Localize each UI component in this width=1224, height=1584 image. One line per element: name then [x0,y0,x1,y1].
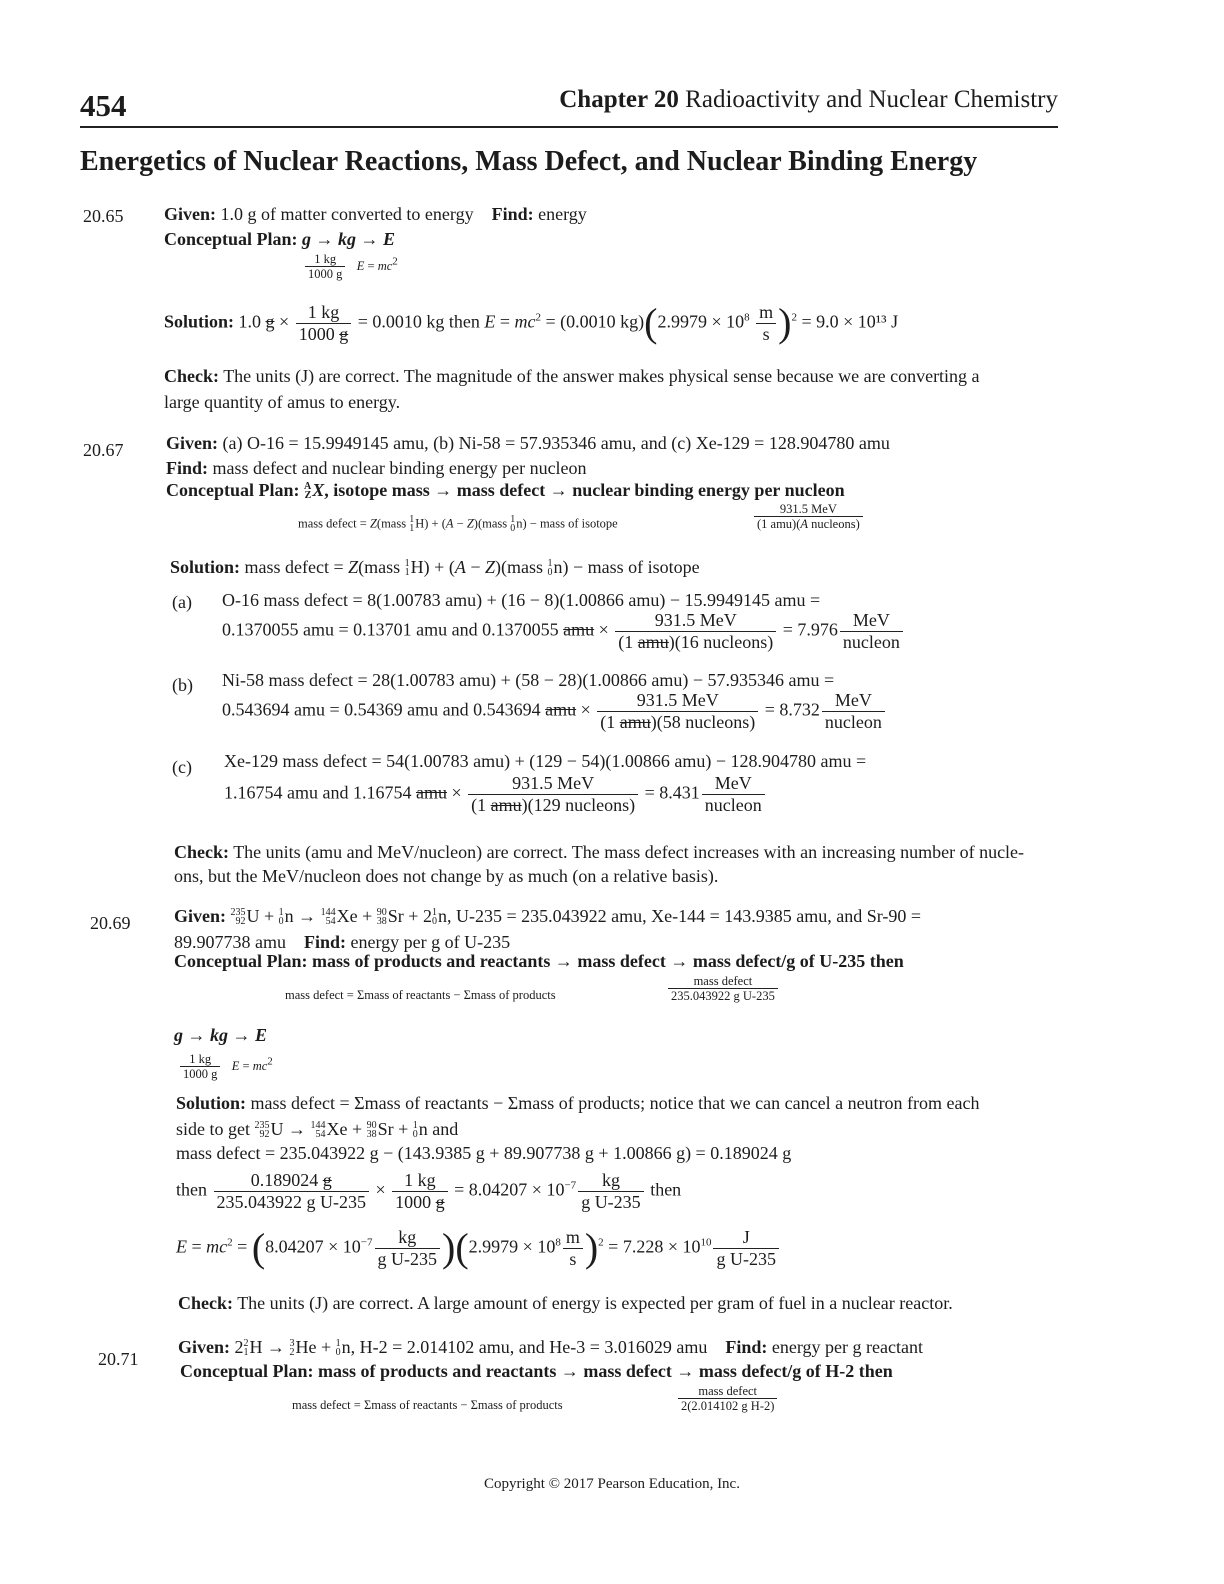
binding-energy-line: 1.16754 amu and 1.16754 amu × $\frac{\text{931.5 MeV}}{\text{(1 amu)(129 nucleons)}}$ = 8.431 $\frac{\text{MeV}}{\text{nucleon}}$ [224,773,767,815]
solution-line: Solution: mass defect = Z(mass 1 1 H) + (A − Z)(mass 1 0 n) − mass of isotope [170,557,700,578]
energy-line: $E = mc^2 = (8.04207 \times 10^{-7}$ $\frac{kg}{\text{g U-235}}$ )($2.9979 \times 10^8$ $\frac{m}{s}$ )$^2 = 7.228 \times 10^{10}$ $\frac{J}{\text{g U-235}}$ [176,1227,781,1269]
part-label: (a) [172,592,192,612]
binding-energy-line: 0.1370055 amu = 0.13701 amu and 0.1370055 amu × $\frac{\text{931.5 MeV}}{\text{(1 amu)(16 nucleons)}}$ = 7.976 $\frac{\text{MeV}}{\text{nucleon}}$ [222,610,905,652]
chapter-label: Chapter 20 [559,86,679,113]
running-header [559,86,1058,114]
solution-line: Solution: mass defect = Σmass of reactants − Σmass of products; notice that we can cancel a neutron from each [176,1093,980,1113]
plan-conversion: $\frac{1 kg}{1000 g}$ $E = mc^2$ [303,252,398,282]
copyright-footer: Copyright © 2017 Pearson Education, Inc. [484,1476,740,1492]
binding-energy-line: 0.543694 amu = 0.54369 amu and 0.543694 amu × $\frac{\text{931.5 MeV}}{\text{(1 amu)(58 nucleons)}}$ = 8.732 $\frac{\text{MeV}}{\text{nucleon}}$ [222,690,887,732]
plan-mass-defect: mass defect = Σmass of reactants − Σmass of products [285,988,556,1002]
part-label: (c) [172,757,192,777]
mass-defect-line: Xe-129 mass defect = 54(1.00783 amu) + (129 − 54)(1.00866 amu) − 128.904780 amu = [224,751,867,771]
conceptual-plan: Conceptual Plan: A Z X, isotope mass → mass defect → nuclear binding energy per nucleon [166,480,845,501]
conceptual-plan-2: g → kg → E [174,1025,268,1045]
problem-number: 20.69 [90,913,131,933]
check-line: Check: The units (J) are correct. A large amount of energy is expected per gram of fuel in a nuclear reactor. [178,1293,953,1313]
solution-line: Solution: 1.0 g × $\frac{1 kg}{1000 g}$ = 0.0010 kg then $E = mc^2 = (0.0010$ $kg)(2.9979 \times 10^8$ $\frac{m}{s}$ )$^2$ = 9.0 × 10¹³ J [164,300,899,346]
mass-defect-line: Ni-58 mass defect = 28(1.00783 amu) + (58 − 28)(1.00866 amu) − 57.935346 amu = [222,670,835,690]
solution-line-2: side to get 235 92 U → 144 54 Xe + 90 38 Sr + 1 0 n and [176,1119,459,1140]
check-line: Check: The units (J) are correct. The magnitude of the answer makes physical sense because we are converting a [164,366,980,386]
plan-mass-defect: mass defect = Σmass of reactants − Σmass of products [292,1398,563,1412]
conceptual-plan: Conceptual Plan: g → kg → E [164,229,396,249]
plan-binding-factor: $\frac{\text{931.5 MeV}}{\text{(1 amu)(A nucleons)}}$ [752,502,865,532]
given-line-2: 89.907738 amu Find: energy per g of U-235 [174,932,511,952]
plan-mass-defect: mass defect = Z(mass 1 1 H) + (A − Z)(mass 1 0 n) − mass of isotope [298,514,618,534]
given-line: Given: (a) O-16 = 15.9949145 amu, (b) Ni-58 = 57.935346 amu, and (c) Xe-129 = 128.904780 amu [166,433,890,453]
problem-number: 20.67 [83,440,124,460]
chapter-title: Radioactivity and Nuclear Chemistry [685,86,1058,113]
mass-defect-line: O-16 mass defect = 8(1.00783 amu) + (16 − 8)(1.00866 amu) − 15.9949145 amu = [222,590,821,610]
given-line: Given: 1.0 g of matter converted to energy Find: energy [164,204,587,224]
given-line: Given: 235 92 U + 1 0 n → 144 54 Xe + 90 38 Sr + 2 1 0 n, U-235 = 235.043922 amu, Xe-144 = 143.9385 amu, and Sr-90 = [174,906,921,927]
check-line: Check: The units (amu and MeV/nucleon) are correct. The mass defect increases with an increasing number of nucle- [174,842,1025,862]
plan-per-gram: $\frac{\text{mass defect}}{\text{235.043922 g U-235}}$ [666,974,780,1004]
check-line-2: large quantity of amus to energy. [164,392,401,412]
conceptual-plan: Conceptual Plan: mass of products and reactants → mass defect → mass defect/g of U-235 then [174,951,904,971]
per-gram-line: then $\frac{0.189024 g}{\text{235.043922 g U-235}}$ × $\frac{1 kg}{1000 g}$ = $8.04207 \times 10^{-7}$ $\frac{kg}{\text{g U-235}}$ then [176,1170,682,1212]
solution-line-3: mass defect = 235.043922 g − (143.9385 g + 89.907738 g + 1.00866 g) = 0.189024 g [176,1143,792,1163]
plan-conversion: $\frac{1 kg}{1000 g}$ $E = mc^2$ [178,1052,273,1082]
given-line: Given: 2 2 1 H → 3 2 He + 1 0 n, H-2 = 2.014102 amu, and He-3 = 3.016029 amu Find: energy per g reactant [178,1337,923,1358]
conceptual-plan: Conceptual Plan: mass of products and reactants → mass defect → mass defect/g of H-2 then [180,1361,893,1381]
problem-number: 20.65 [83,206,124,226]
problem-number: 20.71 [98,1349,139,1369]
header-rule [80,126,1058,128]
find-line: Find: mass defect and nuclear binding energy per nucleon [166,458,587,478]
part-label: (b) [172,675,193,695]
plan-per-gram: $\frac{\text{mass defect}}{\text{2(2.014102 g H-2)}}$ [676,1384,779,1414]
section-title: Energetics of Nuclear Reactions, Mass Defect, and Nuclear Binding Energy [80,146,978,177]
page-number: 454 [80,88,127,123]
check-line-2: ons, but the MeV/nucleon does not change by as much (on a relative basis). [174,866,719,886]
